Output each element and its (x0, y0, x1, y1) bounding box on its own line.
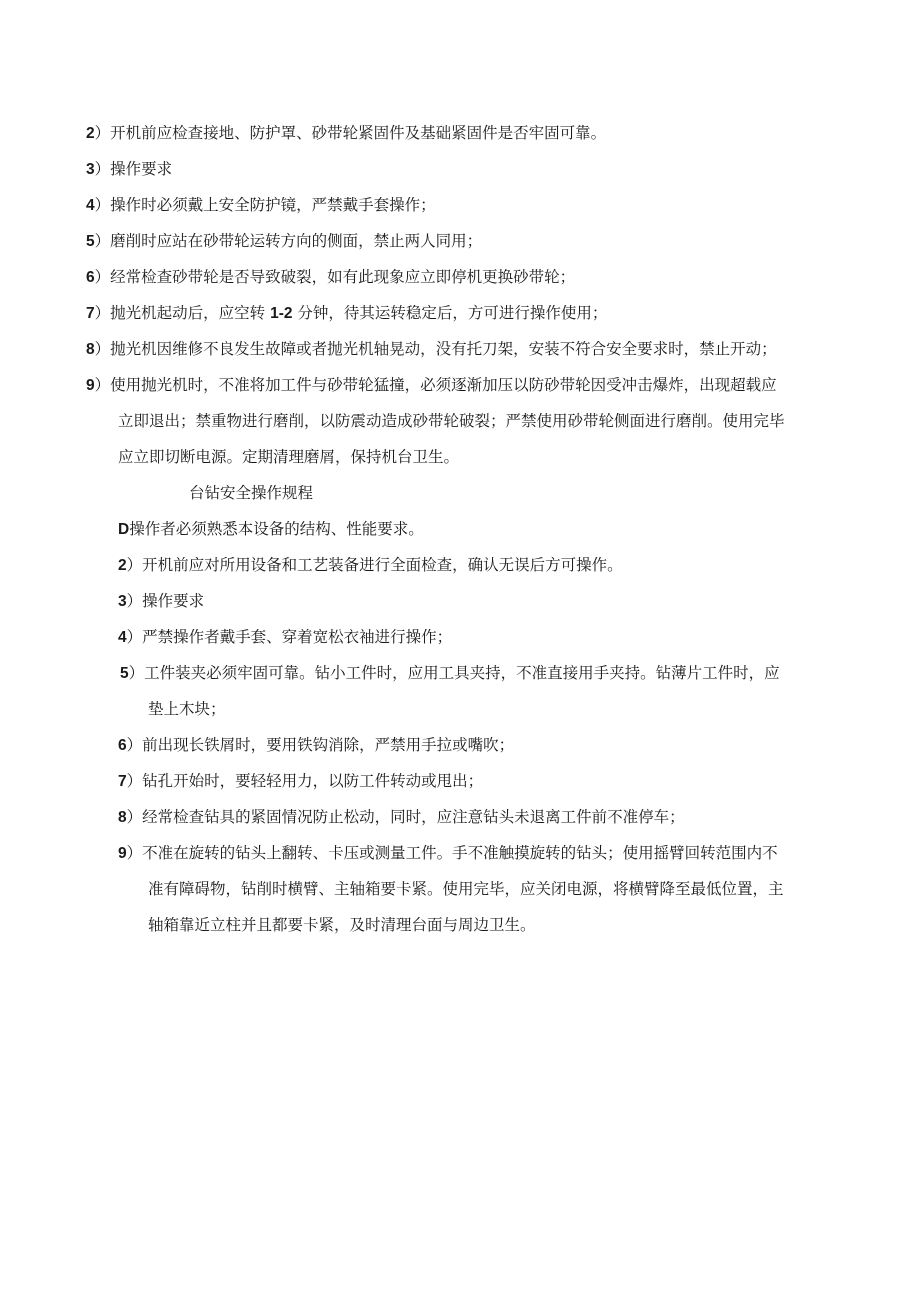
item-text: 开机前应对所用设备和工艺装备进行全面检查，确认无误后方可操作。 (142, 556, 623, 574)
s1-item-9-cont-1 (118, 411, 785, 431)
item-text: 钻孔开始时，要轻轻用力，以防工件转动或甩出； (142, 772, 484, 790)
s2-item-9-cont-2 (148, 915, 536, 935)
item-number: 9 (118, 845, 127, 862)
item-number: 6 (86, 269, 95, 286)
item-number: 3 (86, 161, 95, 178)
item-text: 操作要求 (110, 160, 173, 178)
item-text: 前出现长铁屑时，要用铁钩消除，严禁用手拉或嘴吹； (142, 736, 515, 754)
item-text-line-2: 准有障碍物，钻削时横臂、主轴箱要卡紧。使用完毕，应关闭电源，将横臂降至最低位置，主 (148, 880, 784, 898)
item-text-a: 抛光机起动后，应空转 (110, 304, 271, 322)
s2-item-1 (118, 519, 424, 540)
s1-item-4: 4）操作时必须戴上安全防护镜，严禁戴手套操作； (86, 196, 436, 214)
s2-item-9: 9）不准在旋转的钻头上翻转、卡压或测量工件。手不准触摸旋转的钻头；使用摇臂回转范围内不 (118, 844, 778, 862)
item-number: 3 (118, 593, 127, 610)
s1-item-3: 3）操作要求 (86, 160, 173, 178)
item-number: 5 (120, 665, 129, 682)
s1-item-6: 6）经常检查砂带轮是否导致破裂，如有此现象应立即停机更换砂带轮； (86, 268, 576, 286)
item-text: 经常检查钻具的紧固情况防止松动，同时，应注意钻头未退离工件前不准停车； (142, 808, 685, 826)
item-text-line-1: 不准在旋转的钻头上翻转、卡压或测量工件。手不准触摸旋转的钻头；使用摇臂回转范围内不 (142, 844, 778, 862)
s2-item-8: 8）经常检查钻具的紧固情况防止松动，同时，应注意钻头未退离工件前不准停车； (118, 808, 685, 826)
item-text-line-3: 轴箱靠近立柱并且都要卡紧，及时清理台面与周边卫生。 (148, 916, 536, 934)
item-number: 8 (118, 809, 127, 826)
item-text-b: 分钟，待其运转稳定后，方可进行操作使用； (292, 304, 608, 322)
item-number: 5 (86, 233, 95, 250)
item-number: 8 (86, 341, 95, 358)
s1-item-5: 5）磨削时应站在砂带轮运转方向的侧面，禁止两人同用； (86, 232, 483, 250)
item-text: 严禁操作者戴手套、穿着宽松衣袖进行操作； (142, 628, 453, 646)
section-title: 台钻安全操作规程 (189, 484, 314, 502)
item-text: 抛光机因维修不良发生故障或者抛光机轴晃动，没有托刀架，安装不符合安全要求时，禁止开动； (110, 340, 777, 358)
item-number: 7 (86, 305, 95, 322)
item-text: 操作者必须熟悉本设备的结构、性能要求。 (129, 520, 424, 538)
s2-item-9-cont-1 (148, 879, 784, 899)
s1-item-9: 9）使用抛光机时，不准将加工件与砂带轮猛撞，必须逐渐加压以防砂带轮因受冲击爆炸，出现超载应 (86, 376, 777, 394)
item-text-line-2: 垫上木块； (148, 700, 226, 718)
s1-item-2: 2）开机前应检查接地、防护罩、砂带轮紧固件及基础紧固件是否牢固可靠。 (86, 124, 607, 142)
item-number: 6 (118, 737, 127, 754)
s2-item-2: 2）开机前应对所用设备和工艺装备进行全面检查，确认无误后方可操作。 (118, 556, 623, 574)
s1-item-8: 8）抛光机因维修不良发生故障或者抛光机轴晃动，没有托刀架，安装不符合安全要求时，禁止开动； (86, 340, 777, 358)
item-text-line-1: 工件装夹必须牢固可靠。钻小工件时，应用工具夹持，不准直接用手夹持。钻薄片工件时，应 (144, 664, 780, 682)
item-text: 操作时必须戴上安全防护镜，严禁戴手套操作； (110, 196, 436, 214)
item-number: 4 (118, 629, 127, 646)
item-text-line-3: 应立即切断电源。定期清理磨屑，保持机台卫生。 (118, 448, 460, 466)
item-text-line-1: 使用抛光机时，不准将加工件与砂带轮猛撞，必须逐渐加压以防砂带轮因受冲击爆炸，出现超载应 (110, 376, 777, 394)
item-text: 磨削时应站在砂带轮运转方向的侧面，禁止两人同用； (110, 232, 483, 250)
item-number: D (118, 521, 130, 538)
item-text-bold: 1-2 (270, 305, 293, 322)
s2-item-4: 4）严禁操作者戴手套、穿着宽松衣袖进行操作； (118, 628, 453, 646)
s2-item-7: 7）钻孔开始时，要轻轻用力，以防工件转动或甩出； (118, 772, 484, 790)
item-text: 操作要求 (142, 592, 205, 610)
s2-item-5: 5）工件装夹必须牢固可靠。钻小工件时，应用工具夹持，不准直接用手夹持。钻薄片工件时，应 (120, 664, 780, 682)
s1-item-9-cont-2 (118, 447, 459, 467)
item-text: 开机前应检查接地、防护罩、砂带轮紧固件及基础紧固件是否牢固可靠。 (110, 124, 607, 142)
item-number: 4 (86, 197, 95, 214)
item-number: 2 (118, 557, 127, 574)
s2-item-3: 3）操作要求 (118, 592, 205, 610)
item-text: 经常检查砂带轮是否导致破裂，如有此现象应立即停机更换砂带轮； (110, 268, 576, 286)
s2-item-5-cont (148, 699, 226, 719)
item-number: 9 (86, 377, 95, 394)
item-number: 7 (118, 773, 127, 790)
item-text-line-2: 立即退出；禁重物进行磨削，以防震动造成砂带轮破裂；严禁使用砂带轮侧面进行磨削。使用完毕 (118, 412, 785, 430)
s2-item-6: 6）前出现长铁屑时，要用铁钩消除，严禁用手拉或嘴吹； (118, 736, 515, 754)
item-number: 2 (86, 125, 95, 142)
s1-item-7: 7）抛光机起动后，应空转 1-2 分钟，待其运转稳定后，方可进行操作使用； (86, 304, 608, 322)
